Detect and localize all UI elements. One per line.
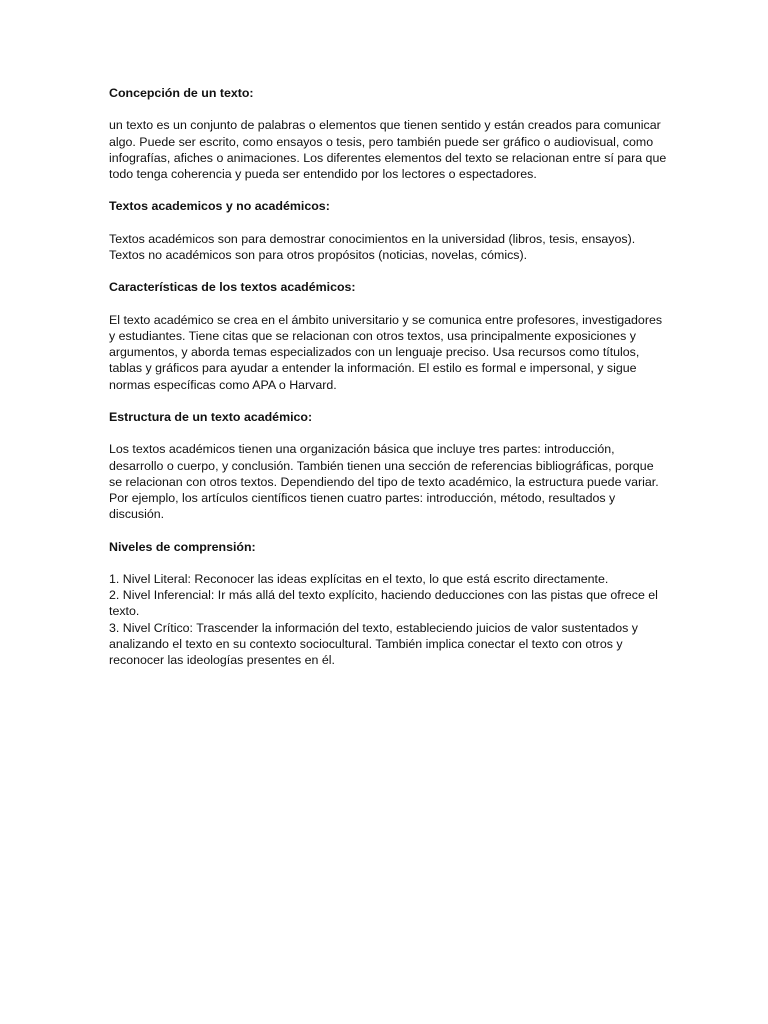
section-heading-estructura: Estructura de un texto académico: <box>109 409 313 424</box>
section-heading-concepcion: Concepción de un texto: <box>109 86 254 100</box>
spacer <box>109 101 669 117</box>
section-paragraph-academicos: Textos académicos son para demostrar conocimientos en la universidad (libros, tesis, ensayos). Textos no académicos son para otros propósitos (noticias, novelas, cómics). <box>109 231 636 262</box>
spacer <box>109 215 669 231</box>
list-item-nivel-literal: 1. Nivel Literal: Reconocer las ideas explícitas en el texto, lo que está escrito directamente. <box>109 571 609 586</box>
spacer <box>109 182 669 198</box>
list-item-nivel-critico: 3. Nivel Crítico: Trascender la información del texto, estableciendo juicios de valor sustentados y analizando el texto en su contexto sociocultural. También implica conectar el texto con otros y reconocer las ideologías presentes en él. <box>109 620 638 667</box>
section-heading-academicos: Textos academicos y no académicos: <box>109 199 330 214</box>
list-item-nivel-inferencial: 2. Nivel Inferencial: Ir más allá del texto explícito, haciendo deducciones con las pistas que ofrece el texto. <box>109 588 658 619</box>
spacer <box>109 296 669 312</box>
section-paragraph-estructura: Los textos académicos tienen una organización básica que incluye tres partes: introducción, desarrollo o cuerpo, y conclusión. También tienen una sección de referencias bibliográficas, porque se relacionan con otros textos. Dependiendo del tipo de texto académico, la estructura puede variar. Por ejemplo, los artículos científicos tienen cuatro partes: introducción, método, resultados y discusión. <box>109 442 659 522</box>
section-heading-niveles: Niveles de comprensión: <box>109 539 256 554</box>
spacer <box>109 393 669 409</box>
section-paragraph-concepcion: un texto es un conjunto de palabras o elementos que tienen sentido y están creados para comunicar algo. Puede ser escrito, como ensayos o tesis, pero también puede ser gráfico o audiovisual, como infografías, afiches o animaciones. Los diferentes elementos del texto se relacionan entre sí para que todo tenga coherencia y pueda ser entendido por los lectores o espectadores. <box>109 118 667 181</box>
section-heading-caracteristicas: Características de los textos académicos: <box>109 280 356 295</box>
spacer <box>109 555 669 571</box>
spacer <box>109 425 669 441</box>
spacer <box>109 263 669 279</box>
document-body <box>109 85 669 668</box>
spacer <box>109 522 669 538</box>
section-paragraph-caracteristicas: El texto académico se crea en el ámbito universitario y se comunica entre profesores, investigadores y estudiantes. Tiene citas que se relacionan con otros textos, usa principalmente exposiciones y argumentos, y aborda temas especializados con un lenguaje preciso. Usa recursos como títulos, tablas y gráficos para ayudar a entender la información. El estilo es formal e impersonal, y sigue normas específicas como APA o Harvard. <box>109 312 663 392</box>
